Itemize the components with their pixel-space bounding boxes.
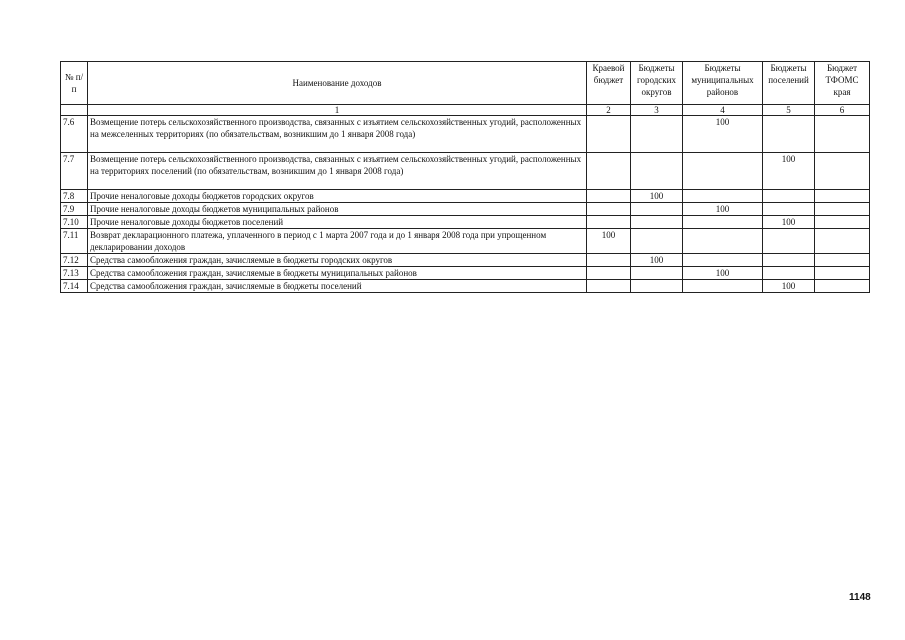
row-value (815, 153, 870, 190)
header-col-city: Бюджеты городских округов (631, 62, 683, 105)
row-value (763, 190, 815, 203)
row-value (631, 116, 683, 153)
row-value (587, 254, 631, 267)
row-value (683, 153, 763, 190)
row-value (763, 254, 815, 267)
table-row (61, 254, 870, 267)
row-value (683, 190, 763, 203)
index-empty (61, 105, 88, 116)
table-row (61, 190, 870, 203)
revenue-distribution-table (60, 61, 870, 293)
row-value (587, 190, 631, 203)
row-value (631, 267, 683, 280)
row-value (631, 280, 683, 293)
row-value (683, 229, 763, 254)
index-cell: 5 (763, 105, 815, 116)
row-name: Прочие неналоговые доходы бюджетов муниципальных районов (88, 203, 587, 216)
table-row (61, 267, 870, 280)
index-cell: 1 (88, 105, 587, 116)
row-name: Средства самообложения граждан, зачисляемые в бюджеты муниципальных районов (88, 267, 587, 280)
row-value (587, 280, 631, 293)
header-col-tfoms: Бюджет ТФОМС края (815, 62, 870, 105)
row-value (763, 229, 815, 254)
table-row (61, 116, 870, 153)
row-num: 7.6 (61, 116, 88, 153)
row-value (763, 203, 815, 216)
row-num: 7.10 (61, 216, 88, 229)
row-value: 100 (631, 190, 683, 203)
row-name: Прочие неналоговые доходы бюджетов городских округов (88, 190, 587, 203)
table-row (61, 216, 870, 229)
row-num: 7.11 (61, 229, 88, 254)
row-value (815, 254, 870, 267)
index-cell: 3 (631, 105, 683, 116)
row-name: Средства самообложения граждан, зачисляемые в бюджеты поселений (88, 280, 587, 293)
table-row (61, 280, 870, 293)
row-value (587, 203, 631, 216)
row-num: 7.12 (61, 254, 88, 267)
row-value (631, 203, 683, 216)
row-name: Возмещение потерь сельскохозяйственного производства, связанных с изъятием сельскохозяйственных угодий, расположенных на территориях поселений (по обязательствам, возникшим до 1 января 2008 года) (88, 153, 587, 190)
row-value (815, 280, 870, 293)
row-value: 100 (683, 116, 763, 153)
row-num: 7.8 (61, 190, 88, 203)
row-name: Возмещение потерь сельскохозяйственного производства, связанных с изъятием сельскохозяйственных угодий, расположенных на межселенных территориях (по обязательствам, возникшим до 1 января 2008 года) (88, 116, 587, 153)
row-value (815, 190, 870, 203)
row-value (763, 267, 815, 280)
row-num: 7.7 (61, 153, 88, 190)
row-name: Средства самообложения граждан, зачисляемые в бюджеты городских округов (88, 254, 587, 267)
header-num: № п/п (61, 62, 88, 105)
row-value: 100 (763, 153, 815, 190)
row-value (815, 229, 870, 254)
row-value (815, 116, 870, 153)
row-value (683, 280, 763, 293)
row-num: 7.9 (61, 203, 88, 216)
row-value (815, 267, 870, 280)
row-value (815, 216, 870, 229)
row-name: Возврат декларационного платежа, уплаченного в период с 1 марта 2007 года и до 1 января 2008 года при упрощенном декларировании доходов (88, 229, 587, 254)
row-num: 7.13 (61, 267, 88, 280)
row-value (587, 267, 631, 280)
row-value: 100 (683, 267, 763, 280)
column-index-row (61, 105, 870, 116)
row-value (631, 229, 683, 254)
header-row (61, 62, 870, 105)
row-name: Прочие неналоговые доходы бюджетов поселений (88, 216, 587, 229)
header-col-settlement: Бюджеты поселений (763, 62, 815, 105)
row-value: 100 (631, 254, 683, 267)
header-name: Наименование доходов (88, 62, 587, 105)
row-value (587, 116, 631, 153)
table-row (61, 203, 870, 216)
row-value (683, 216, 763, 229)
row-value: 100 (763, 216, 815, 229)
row-num: 7.14 (61, 280, 88, 293)
row-value (631, 153, 683, 190)
row-value: 100 (763, 280, 815, 293)
page-number: 1148 (849, 592, 871, 603)
row-value (587, 216, 631, 229)
header-col-municipal: Бюджеты муниципальных районов (683, 62, 763, 105)
index-cell: 6 (815, 105, 870, 116)
index-cell: 2 (587, 105, 631, 116)
row-value: 100 (683, 203, 763, 216)
row-value (763, 116, 815, 153)
row-value (815, 203, 870, 216)
row-value (631, 216, 683, 229)
index-cell: 4 (683, 105, 763, 116)
row-value: 100 (587, 229, 631, 254)
row-value (587, 153, 631, 190)
header-col-regional: Краевой бюджет (587, 62, 631, 105)
table-row (61, 153, 870, 190)
table-row (61, 229, 870, 254)
row-value (683, 254, 763, 267)
